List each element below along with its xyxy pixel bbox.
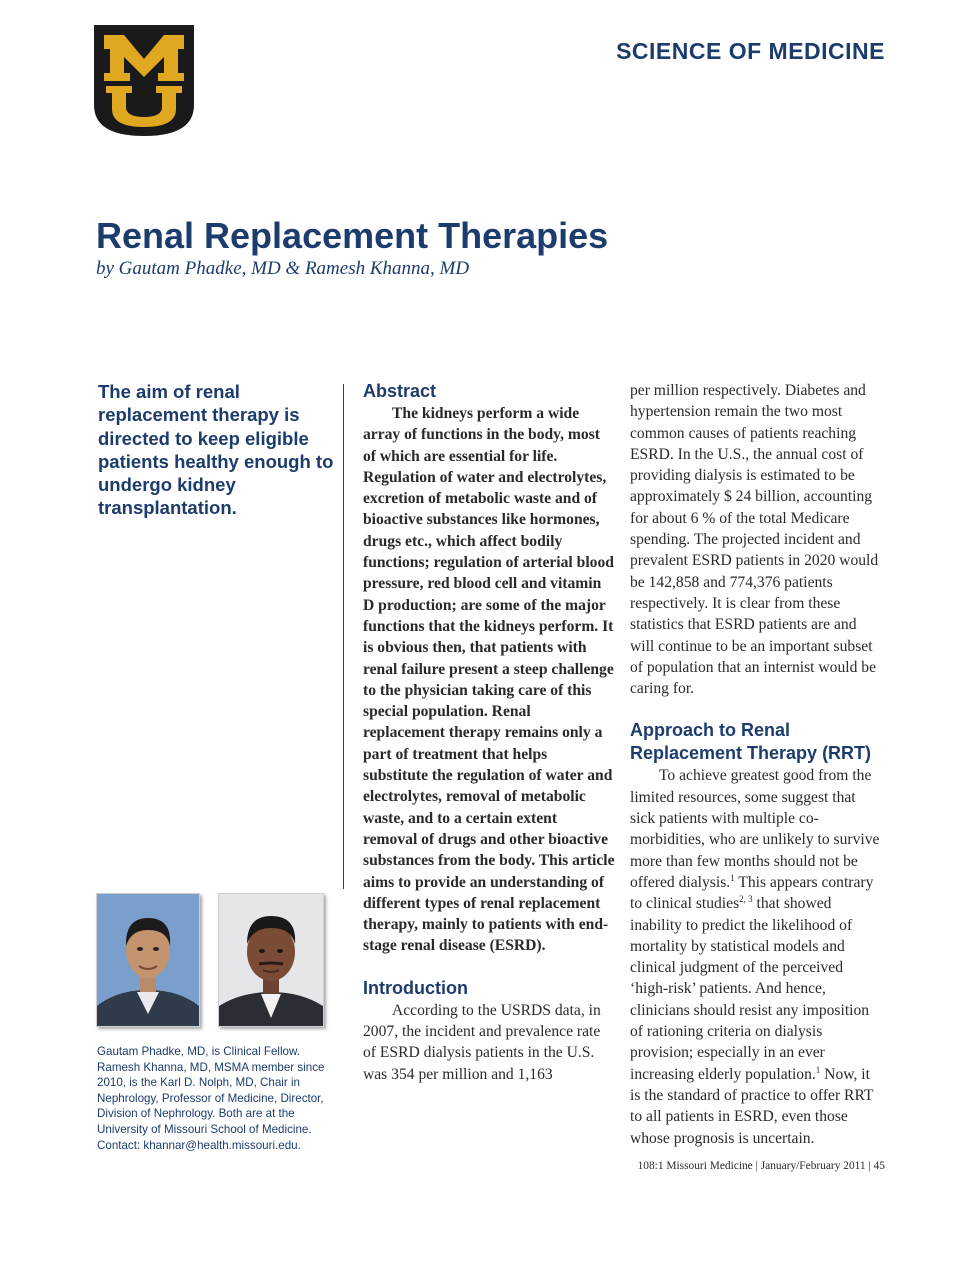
column-middle: [363, 380, 615, 1085]
rrt-heading: Approach to Renal Replacement Therapy (RRT): [630, 720, 872, 764]
page-footer: 108:1 Missouri Medicine | January/February 2011 | 45: [637, 1160, 885, 1172]
citation-marker: 2, 3: [739, 894, 753, 905]
rrt-text-part-2: This appears contrary to clinical studies: [630, 873, 874, 913]
university-logo: [94, 25, 194, 136]
column-right: [630, 380, 882, 1149]
rrt-text-part-3: that showed inability to predict the likelihood of mortality by statistical models and clinical judgment of the perceived ‘high-risk’ patients. And hence, clinicians should resist any imposition of rationing criteria on dialysis provision; especially in an ever increasing elderly population.: [630, 895, 870, 1083]
author-photo-phadke: [96, 893, 200, 1027]
rrt-text: [630, 765, 882, 1148]
section-label: SCIENCE OF MEDICINE: [616, 38, 885, 64]
author-photo-khanna: [218, 893, 324, 1027]
author-info: [97, 1044, 347, 1153]
article-title: Renal Replacement Therapies: [96, 215, 609, 256]
pull-quote: The aim of renal replacement therapy is directed to keep eligible patients healthy enough to undergo kidney transplantation.: [98, 381, 334, 519]
author-bio-phadke: Gautam Phadke, MD, is Clinical Fellow.: [97, 1045, 300, 1058]
introduction-text: According to the USRDS data, in 2007, the incident and prevalence rate of ESRD dialysis patients in the U.S. was 354 per million and 1,163: [363, 1001, 601, 1083]
rrt-text-part-1: To achieve greatest good from the limited resources, some suggest that sick patients with multiple co-morbidities, who are unlikely to survive more than few months should not be offered dialysis.: [630, 767, 880, 891]
citation-marker: 1: [730, 872, 735, 883]
abstract-heading: Abstract: [363, 381, 437, 401]
byline: by Gautam Phadke, MD & Ramesh Khanna, MD: [96, 258, 470, 279]
introduction-heading: Introduction: [363, 977, 468, 998]
citation-marker: 1: [815, 1064, 821, 1075]
rrt-text-part-4: Now, it is the standard of practice to offer RRT to all patients in ESRD, even those whose prognosis is uncertain.: [630, 1065, 874, 1147]
author-contact[interactable]: Contact: khannar@health.missouri.edu.: [97, 1138, 301, 1152]
column-divider: [343, 384, 344, 889]
author-bio-khanna: Ramesh Khanna, MD, MSMA member since 2010, is the Karl D. Nolph, MD, Chair in Nephrology, Professor of Medicine, Director, Division of Nephrology. Both are at the University of Missouri School of Medicine.: [97, 1060, 325, 1136]
introduction-text-continued: per million respectively. Diabetes and hypertension remain the two most common causes of patients reaching ESRD. In the U.S., the annual cost of providing dialysis is estimated to be approximately $ 24 billion, accounting for about 6 % of the total Medicare spending. The projected incident and prevalent ESRD patients in 2020 would be 142,858 and 774,376 patients respectively. It is clear from these statistics that ESRD patients are and will continue to be an important subset of population that an internist would be caring for.: [630, 382, 879, 698]
abstract-text: The kidneys perform a wide array of functions in the body, most of which are essential for life. Regulation of water and electrolytes, excretion of metabolic waste and of bioactive substances like hormones, drugs etc., which affect bodily functions; regulation of arterial blood pressure, red blood cell and vitamin D production; are some of the major functions that the kidneys perform. It is obvious then, that patients with renal failure present a steep challenge to the physician taking care of this special population. Renal replacement therapy remains only a part of treatment that helps substitute the regulation of water and electrolytes, removal of metabolic waste, and to a certain extent removal of drugs and other bioactive substances from the body. This article aims to provide an understanding of different types of renal replacement therapy, mainly to patients with end-stage renal disease (ESRD).: [363, 405, 615, 955]
